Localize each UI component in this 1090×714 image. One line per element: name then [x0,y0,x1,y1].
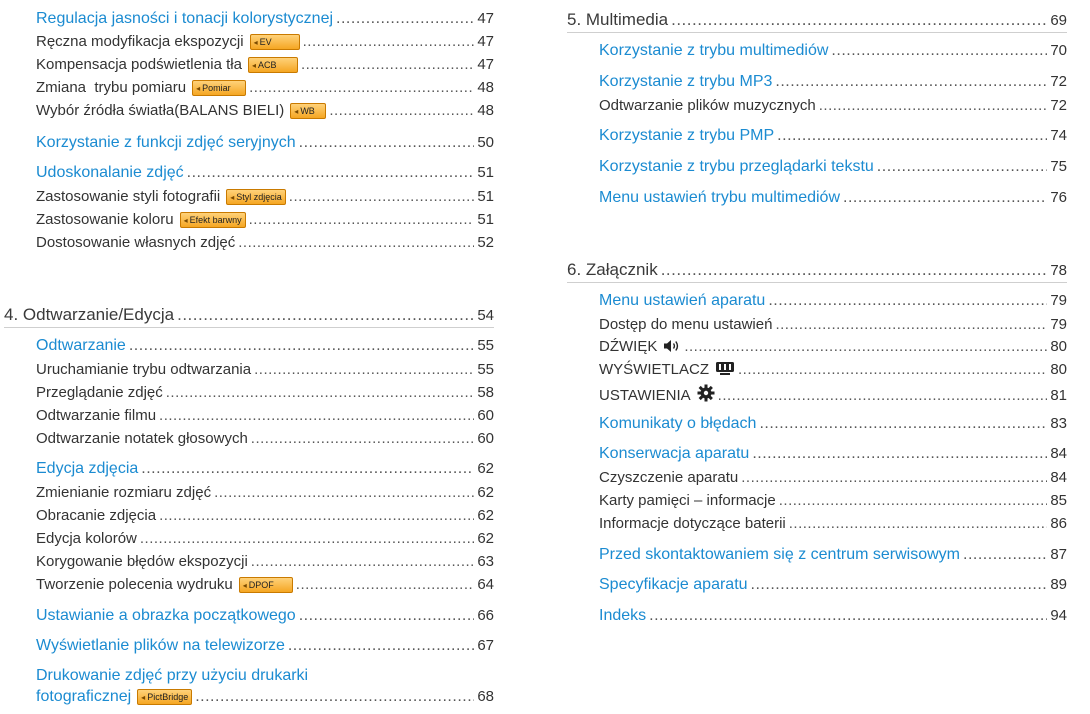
entry-label: Udoskonalanie zdjęć [36,164,184,181]
entry-label: Wyświetlanie plików na telewizorze [36,637,285,654]
entry-label: Dostęp do menu ustawień [599,316,773,333]
entry-label: Czyszczenie aparatu [599,469,739,486]
toc-entry-exposure[interactable] [36,33,494,50]
toc-entry-music-files[interactable] [599,97,1067,114]
page-number: 48 [477,79,494,96]
entry-label: Dostosowanie własnych zdjęć [36,234,236,251]
mode-tag: ◂ Efekt barwny [180,212,246,228]
toc-entry-custom[interactable] [36,234,494,251]
page-number: 70 [1050,42,1067,59]
arrow-icon: ◂ [183,216,188,225]
toc-entry-color-effect[interactable] [36,211,494,228]
page-number: 62 [477,460,494,477]
toc-entry-service[interactable] [599,546,1067,564]
toc-entry-settings[interactable] [599,384,1067,406]
toc-entry-brightness[interactable] [36,10,494,28]
page-number: 75 [1050,158,1067,175]
page-number: 60 [477,430,494,447]
entry-label: Korzystanie z trybu multimediów [599,42,829,59]
page-number: 54 [477,307,494,324]
entry-label: Korzystanie z trybu przeglądarki tekstu [599,158,874,175]
page-number: 47 [477,56,494,73]
page-number: 62 [477,507,494,524]
page-number: 51 [477,211,494,228]
entry-label: Edycja kolorów [36,530,137,547]
page-number: 63 [477,553,494,570]
page-number: 58 [477,384,494,401]
arrow-icon: ◂ [230,193,235,202]
entry-label: WYŚWIETLACZ [599,361,710,378]
toc-entry-multimedia-settings[interactable] [599,189,1067,207]
page-number: 50 [477,134,494,151]
page-number: 62 [477,530,494,547]
toc-entry-memory-cards[interactable] [599,492,1067,509]
mode-tag: ◂ WB [290,103,326,119]
toc-entry-edit-colors[interactable] [36,530,494,547]
gear-icon [697,384,715,406]
toc-entry-resize[interactable] [36,484,494,501]
toc-section-playback[interactable] [4,305,494,325]
entry-label: Przeglądanie zdjęć [36,384,163,401]
page-number: 55 [477,361,494,378]
entry-label: Korzystanie z trybu MP3 [599,73,773,90]
page-number: 66 [477,607,494,624]
page-number: 64 [477,576,494,593]
toc-entry-battery[interactable] [599,515,1067,532]
page-number: 79 [1050,292,1067,309]
page-number: 83 [1050,415,1067,432]
arrow-icon: ◂ [242,581,247,590]
page-number: 86 [1050,515,1067,532]
entry-label: Ustawianie a obrazka początkowego [36,607,296,624]
speaker-icon [663,339,681,357]
toc-entry-multimedia-mode[interactable] [599,42,1067,60]
page-number: 68 [477,688,494,705]
toc-entry-start-playback[interactable] [36,361,494,378]
page-number: 62 [477,484,494,501]
toc-entry-mp3[interactable] [599,73,1067,91]
toc-entry-specifications[interactable] [599,576,1067,594]
entry-label: Konserwacja aparatu [599,445,750,462]
toc-entry-settings-access[interactable] [599,316,1067,333]
arrow-icon: ◂ [196,84,201,93]
entry-label: Przed skontaktowaniem się z centrum serwisowym [599,546,961,563]
entry-label: Regulacja jasności i tonacji kolorystycznej [36,10,334,27]
entry-label: Edycja zdjęcia [36,460,139,477]
page-number: 52 [477,234,494,251]
entry-label: DŹWIĘK [599,338,658,355]
page-number: 72 [1050,97,1067,114]
entry-label: Drukowanie zdjęć przy użyciu drukarki [36,667,309,684]
entry-label: Komunikaty o błędach [599,415,757,432]
toc-entry-camera-settings[interactable] [599,292,1067,310]
mode-tag: ◂ Pomiar [192,80,246,96]
section-divider [567,32,1067,33]
toc-entry-text-viewer[interactable] [599,158,1067,176]
page-number: 60 [477,407,494,424]
entry-label: Zmienianie rozmiaru zdjęć [36,484,212,501]
mode-tag: ◂ EV [250,34,300,50]
entry-label: Zmiana trybu pomiaru [36,79,187,96]
page-number: 84 [1050,469,1067,486]
entry-label: Uruchamianie trybu odtwarzania [36,361,252,378]
entry-label: Obracanie zdjęcia [36,507,157,524]
page-number: 51 [477,188,494,205]
toc-entry-view-photos[interactable] [36,384,494,401]
toc-entry-burst[interactable] [36,134,494,152]
toc-entry-index[interactable] [599,607,1067,625]
toc-entry-print-line1[interactable] [36,667,494,685]
toc-entry-dpof[interactable] [36,576,494,593]
toc-entry-tv[interactable] [36,637,494,655]
toc-section-multimedia[interactable] [567,10,1067,30]
section-divider [567,282,1067,283]
mode-tag: ◂ Styl zdjęcia [226,189,286,205]
page-number: 48 [477,102,494,119]
entry-label: Zastosowanie koloru [36,211,174,228]
page-number: 55 [477,337,494,354]
entry-label: Ręczna modyfikacja ekspozycji [36,33,244,50]
arrow-icon: ◂ [294,107,299,116]
arrow-icon: ◂ [141,693,146,702]
entry-label: fotograficznej [36,688,132,705]
toc-entry-acb[interactable] [36,56,494,73]
toc-entry-rotate[interactable] [36,507,494,524]
entry-label: USTAWIENIA [599,387,691,404]
toc-section-appendix[interactable] [567,260,1067,280]
mode-tag: ◂ PictBridge [137,689,192,705]
entry-label: Informacje dotyczące baterii [599,515,786,532]
page-number: 47 [477,10,494,27]
toc-entry-playback[interactable] [36,337,494,355]
page-number: 47 [477,33,494,50]
entry-label: Odtwarzanie [36,337,126,354]
toc-entry-exposure-fix[interactable] [36,553,494,570]
page-number: 80 [1050,361,1067,378]
toc-entry-pmp[interactable] [599,127,1067,145]
toc-entry-start-image[interactable] [36,607,494,625]
section-title: 6. Załącznik [567,260,658,279]
page-number: 84 [1050,445,1067,462]
toc-entry-play-movie[interactable] [36,407,494,424]
page-number: 80 [1050,338,1067,355]
page-number: 76 [1050,189,1067,206]
toc-entry-photo-style[interactable] [36,188,494,205]
toc-entry-maintenance[interactable] [599,445,1067,463]
toc-entry-sound[interactable] [599,338,1067,357]
entry-label: Korzystanie z funkcji zdjęć seryjnych [36,134,296,151]
section-title: 5. Multimedia [567,10,669,29]
entry-label: Indeks [599,607,647,624]
page-number: 74 [1050,127,1067,144]
mode-tag: ◂ ACB [248,57,298,73]
entry-label: Menu ustawień trybu multimediów [599,189,840,206]
page-number: 51 [477,164,494,181]
toc-entry-metering[interactable] [36,79,494,96]
page-number: 78 [1050,262,1067,279]
entry-label: Specyfikacje aparatu [599,576,748,593]
toc-entry-enhance[interactable] [36,164,494,182]
entry-label: Menu ustawień aparatu [599,292,766,309]
toc-entry-display[interactable] [599,361,1067,380]
display-icon [715,361,735,380]
entry-label: Zastosowanie styli fotografii [36,188,221,205]
page-number: 85 [1050,492,1067,509]
entry-label: Tworzenie polecenia wydruku [36,576,233,593]
entry-label: Karty pamięci – informacje [599,492,776,509]
page-number: 81 [1050,387,1067,404]
entry-label: Korzystanie z trybu PMP [599,127,775,144]
page-number: 69 [1050,12,1067,29]
entry-label: Odtwarzanie plików muzycznych [599,97,816,114]
entry-label: Kompensacja podświetlenia tła [36,56,242,73]
entry-label: Korygowanie błędów ekspozycji [36,553,248,570]
page-number: 89 [1050,576,1067,593]
page-number: 72 [1050,73,1067,90]
page-number: 79 [1050,316,1067,333]
section-divider [4,327,494,328]
toc-entry-white-balance[interactable] [36,102,494,119]
arrow-icon: ◂ [253,38,258,47]
toc-entry-print-line2[interactable] [36,688,494,706]
section-title: 4. Odtwarzanie/Edycja [4,305,175,324]
entry-label: Odtwarzanie notatek głosowych [36,430,248,447]
toc-entry-error-messages[interactable] [599,415,1067,433]
page-number: 67 [477,637,494,654]
toc-entry-cleaning[interactable] [599,469,1067,486]
toc-entry-edit-photo[interactable] [36,460,494,478]
mode-tag: ◂ DPOF [239,577,293,593]
entry-label: Wybór źródła światła(BALANS BIELI) [36,102,285,119]
arrow-icon: ◂ [251,61,256,70]
toc-entry-voice-memo[interactable] [36,430,494,447]
page-number: 87 [1050,546,1067,563]
page-number: 94 [1050,607,1067,624]
entry-label: Odtwarzanie filmu [36,407,157,424]
